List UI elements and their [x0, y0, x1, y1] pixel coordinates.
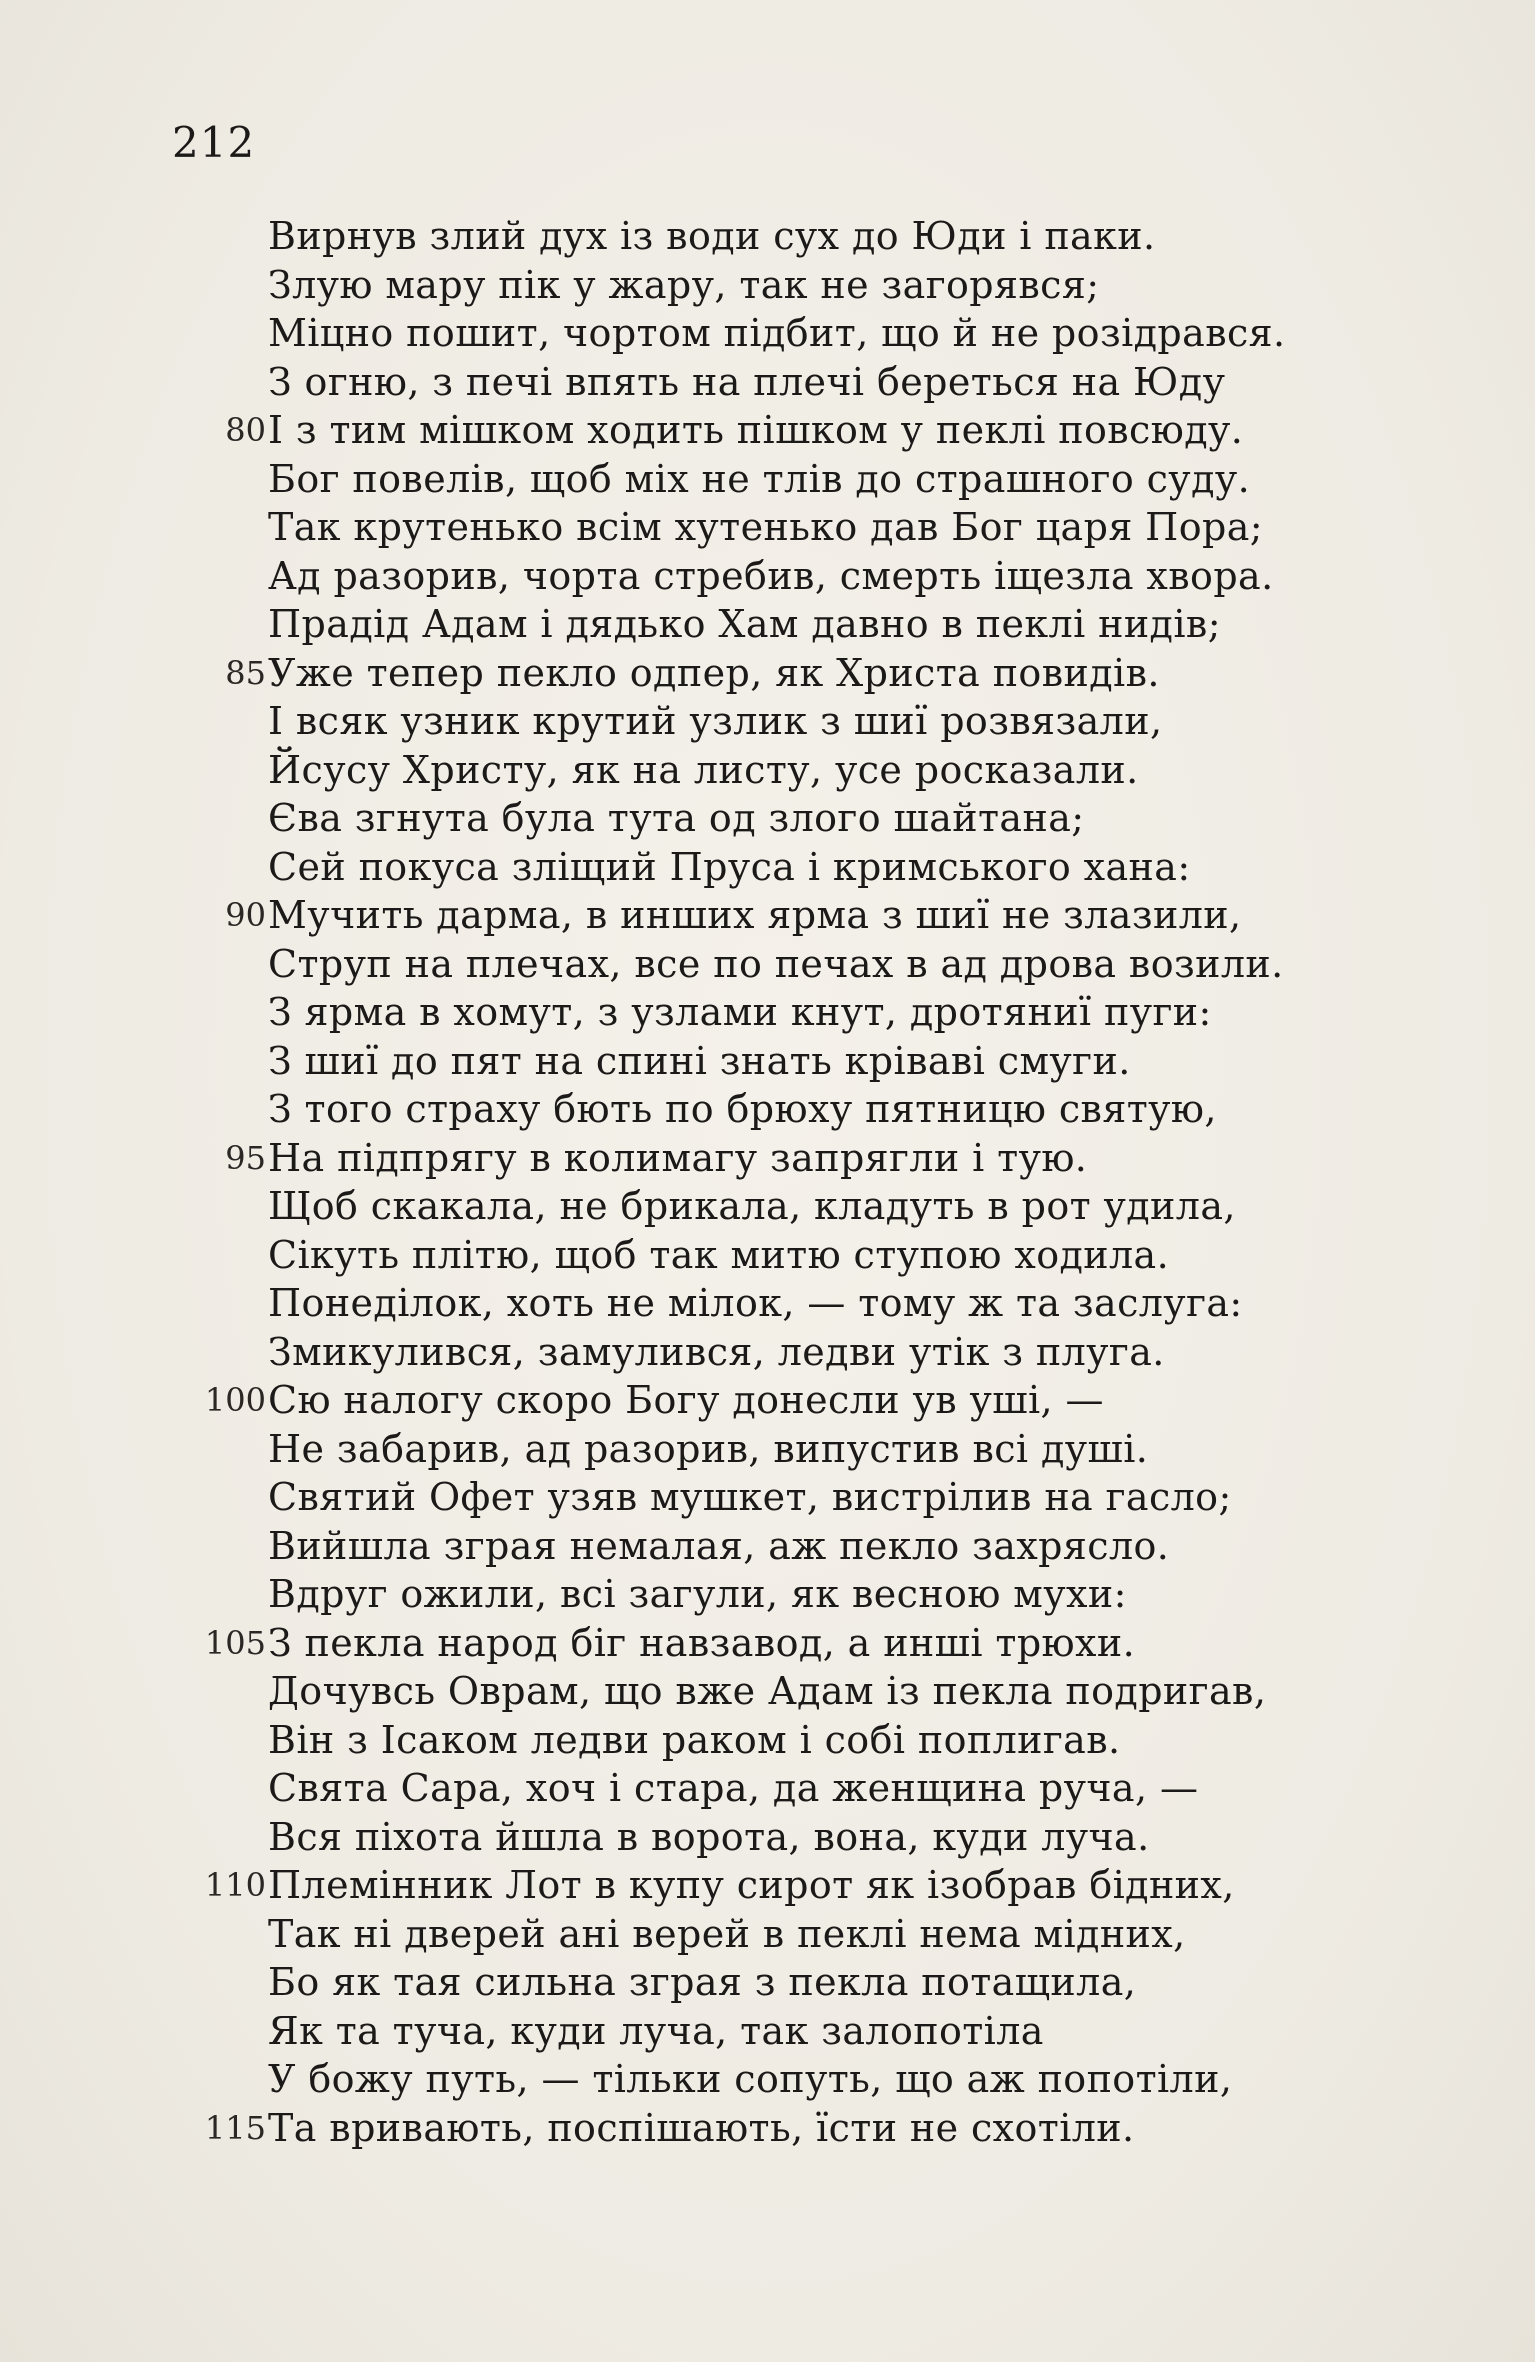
verse-text: Сікуть плітю, щоб так митю ступою ходила. — [268, 1232, 1170, 1277]
verse-line — [0, 1037, 1535, 1086]
verse-line — [0, 1376, 1535, 1425]
verse-line — [0, 455, 1535, 504]
verse-line — [0, 1910, 1535, 1959]
verse-line — [0, 649, 1535, 698]
verse-text: Святий Офет узяв мушкет, вистрілив на гасло; — [268, 1475, 1232, 1519]
verse-line — [0, 1716, 1535, 1765]
verse-line — [0, 1958, 1535, 2007]
verse-text: Племінник Лот в купу сирот як ізобрав бідних, — [268, 1863, 1235, 1907]
line-number: 110 — [204, 1866, 266, 1904]
verse-text: Він з Ісаком ледви раком і собі поплигав. — [268, 1717, 1121, 1762]
verse-line — [0, 1328, 1535, 1377]
verse-text: Уже тепер пекло одпер, як Христа повидів. — [268, 650, 1160, 695]
verse-text: Струп на плечах, все по печах в ад дрова возили. — [268, 941, 1284, 986]
verse-text: І всяк узник крутий узлик з шиї розвязали, — [268, 699, 1163, 743]
verse-text: З шиї до пят на спині знать кріваві смуги. — [268, 1038, 1131, 1083]
verse-line — [0, 212, 1535, 261]
verse-text: Понеділок, хоть не мілок, — тому ж та заслуга: — [268, 1281, 1243, 1325]
verse-line — [0, 794, 1535, 843]
verse-line — [0, 2055, 1535, 2104]
verse-line — [0, 358, 1535, 407]
verse-line — [0, 697, 1535, 746]
verse-text: Та вривають, поспішають, їсти не схотіли. — [268, 2105, 1135, 2150]
verse-text: Ад разорив, чорта стребив, смерть іщезла хвора. — [268, 553, 1274, 598]
verse-text: Свята Сара, хоч і стара, да женщина руча, — — [268, 1766, 1199, 1810]
verse-line — [0, 843, 1535, 892]
verse-line — [0, 552, 1535, 601]
verse-text: Йсусу Христу, як на листу, усе росказали. — [268, 747, 1139, 792]
verse-text: З пекла народ біг навзавод, а инші трюхи. — [268, 1620, 1136, 1665]
line-number: 90 — [225, 896, 266, 934]
verse-text: Не забарив, ад разорив, випустив всі душі. — [268, 1426, 1149, 1471]
verse-line — [0, 1619, 1535, 1668]
verse-line — [0, 1667, 1535, 1716]
verse-line — [0, 600, 1535, 649]
verse-text: Так ні дверей ані верей в пеклі нема мідних, — [268, 1911, 1186, 1956]
line-number: 80 — [225, 411, 266, 449]
verse-text: Міцно пошит, чортом підбит, що й не розідрався. — [268, 311, 1286, 355]
verse-line — [0, 746, 1535, 795]
verse-text: Як та туча, куди луча, так залопотіла — [268, 2008, 1044, 2053]
verse-line — [0, 2104, 1535, 2153]
line-number: 85 — [225, 653, 266, 692]
page-number: 212 — [172, 118, 256, 167]
verse-line — [0, 2007, 1535, 2056]
verse-line — [0, 1764, 1535, 1813]
verse-text: Змикулився, замулився, ледви утік з плуга. — [268, 1329, 1165, 1374]
line-number: 115 — [204, 2108, 266, 2147]
verse-text: Дочувсь Оврам, що вже Адам із пекла подригав, — [268, 1669, 1267, 1713]
verse-line — [0, 1279, 1535, 1328]
verse-text: Мучить дарма, в инших ярма з шиї не злазили, — [268, 893, 1242, 937]
verse-line — [0, 1522, 1535, 1571]
verse-line — [0, 503, 1535, 552]
verse-line — [0, 1231, 1535, 1280]
line-number: 105 — [204, 1623, 266, 1662]
verse-text: Сей покуса зліщий Пруса і кримського хана: — [268, 844, 1191, 889]
verse-line — [0, 1425, 1535, 1474]
verse-text: З того страху бють по брюху пятницю святую, — [268, 1087, 1217, 1131]
line-number: 95 — [225, 1138, 266, 1177]
verse-text: Так крутенько всім хутенько дав Бог царя Пора; — [268, 505, 1263, 549]
verse-line — [0, 261, 1535, 310]
verse-line — [0, 1813, 1535, 1862]
verse-line — [0, 309, 1535, 358]
verse-line — [0, 1861, 1535, 1910]
verse-text: Єва згнута була тута од злого шайтана; — [268, 796, 1085, 840]
verse-text: У божу путь, — тільки сопуть, що аж попотіли, — [268, 2057, 1233, 2101]
verse-line — [0, 891, 1535, 940]
verse-line — [0, 940, 1535, 989]
verse-text: Вся піхота йшла в ворота, вона, куди луча. — [268, 1814, 1150, 1859]
verse-text: З ярма в хомут, з узлами кнут, дротяниї пуги: — [268, 990, 1212, 1034]
verse-text: Бо як тая сильна зграя з пекла потащила, — [268, 1960, 1137, 2004]
line-number: 100 — [204, 1381, 266, 1419]
verse-text: Прадід Адам і дядько Хам давно в пеклі нидів; — [268, 602, 1221, 646]
verse-line — [0, 988, 1535, 1037]
verse-line — [0, 1182, 1535, 1231]
verse-text: Вдруг ожили, всі загули, як весною мухи: — [268, 1572, 1127, 1616]
verse-text: Бог повелів, щоб міх не тлів до страшного суду. — [268, 456, 1251, 501]
verse-text: Сю налогу скоро Богу донесли ув уші, — — [268, 1378, 1104, 1422]
verse-text: Злую мару пік у жару, так не загорявся; — [268, 262, 1100, 307]
verse-line — [0, 1473, 1535, 1522]
verse-line — [0, 406, 1535, 455]
verse-line — [0, 1570, 1535, 1619]
verse-text: З огню, з печі впять на плечі береться на Юду — [268, 359, 1226, 404]
verse-text: Вийшла зграя немалая, аж пекло захрясло. — [268, 1523, 1170, 1568]
verse-line — [0, 1085, 1535, 1134]
verse-text: На підпрягу в колимагу запрягли і тую. — [268, 1135, 1088, 1180]
verse-text: Щоб скакала, не брикала, кладуть в рот удила, — [268, 1184, 1236, 1228]
verse-text: Вирнув злий дух із води сух до Юди і паки. — [268, 214, 1156, 258]
verse-block — [0, 212, 1535, 2152]
verse-line — [0, 1134, 1535, 1183]
verse-text: І з тим мішком ходить пішком у пеклі повсюду. — [268, 408, 1244, 452]
